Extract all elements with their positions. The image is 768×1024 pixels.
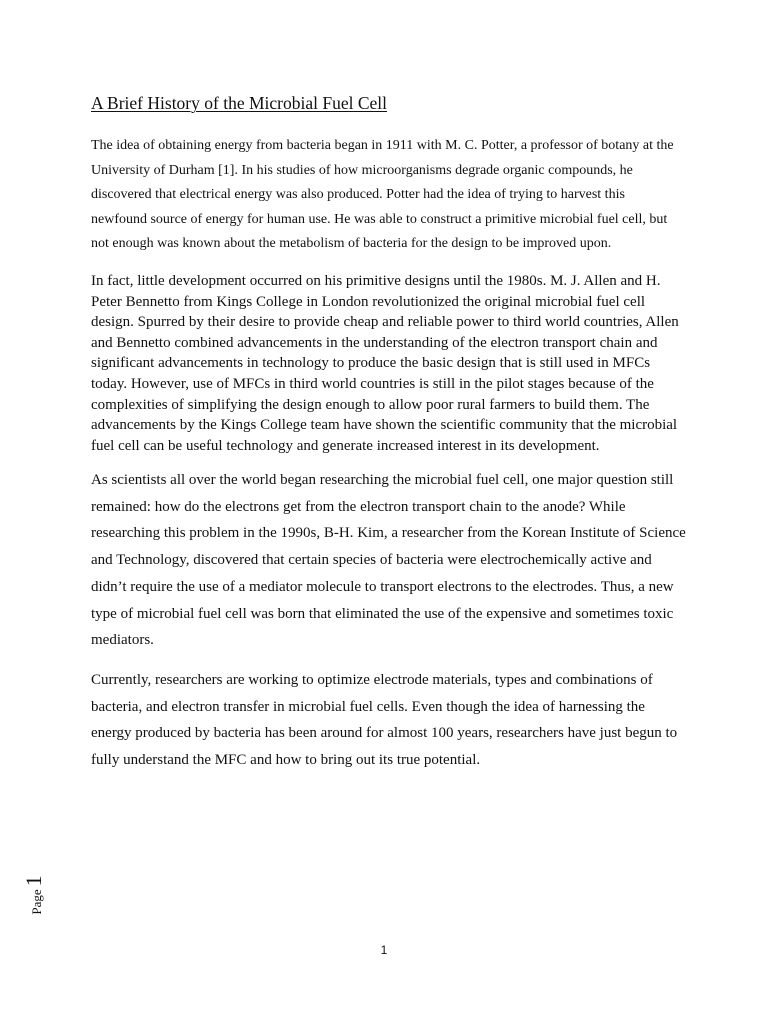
paragraph-current: Currently, researchers are working to optimize electrode materials, types and combinations of bacteria, and electron transfer in microbial fuel cells. Even though the idea of harnessing the energy produced by bacteria has been around for almost 100 years, researchers have just begun to fully understand the MFC and how to bring out its true potential. <box>91 672 678 768</box>
document-title: A Brief History of the Microbial Fuel Cell <box>91 93 387 113</box>
side-page-number: 1 <box>21 875 46 887</box>
paragraph-1980s: In fact, little development occurred on his primitive designs until the 1980s. M. J. Allen and H. Peter Bennetto from Kings College in London revolutionized the original microbial fuel cell design. Spurred by their desire to provide cheap and reliable power to third world countries, Allen and Bennetto combined advancements in the understanding of the electron transport chain and significant advancements in technology to produce the basic design that is still used in MFCs today. However, use of MFCs in third world countries is still in the pilot stages because of the complexities of simplifying the design enough to allow poor rural farmers to build them. The advancements by the Kings College team have shown the scientific community that the microbial fuel cell can be useful technology and generate increased interest in its development. <box>91 273 679 454</box>
side-page-label <box>21 865 71 925</box>
paragraph-1990s: As scientists all over the world began researching the microbial fuel cell, one major question still remained: how do the electrons get from the electron transport chain to the anode? While researching this problem in the 1990s, B-H. Kim, a researcher from the Korean Institute of Science and Technology, discovered that certain species of bacteria were electrochemically active and didn’t require the use of a mediator molecule to transport electrons to the electrodes. Thus, a new type of microbial fuel cell was born that eliminated the use of the expensive and sometimes toxic mediators. <box>91 472 686 649</box>
paragraph-intro: The idea of obtaining energy from bacteria began in 1911 with M. C. Potter, a professor of botany at the University of Durham [1]. In his studies of how microorganisms degrade organic compounds, he discovered that electrical energy was also produced. Potter had the idea of trying to harvest this newfound source of energy for human use. He was able to construct a primitive microbial fuel cell, but not enough was known about the metabolism of bacteria for the design to be improved upon. <box>91 138 674 251</box>
side-page-word: Page <box>29 889 44 915</box>
footer-page-number: 1 <box>380 943 388 957</box>
